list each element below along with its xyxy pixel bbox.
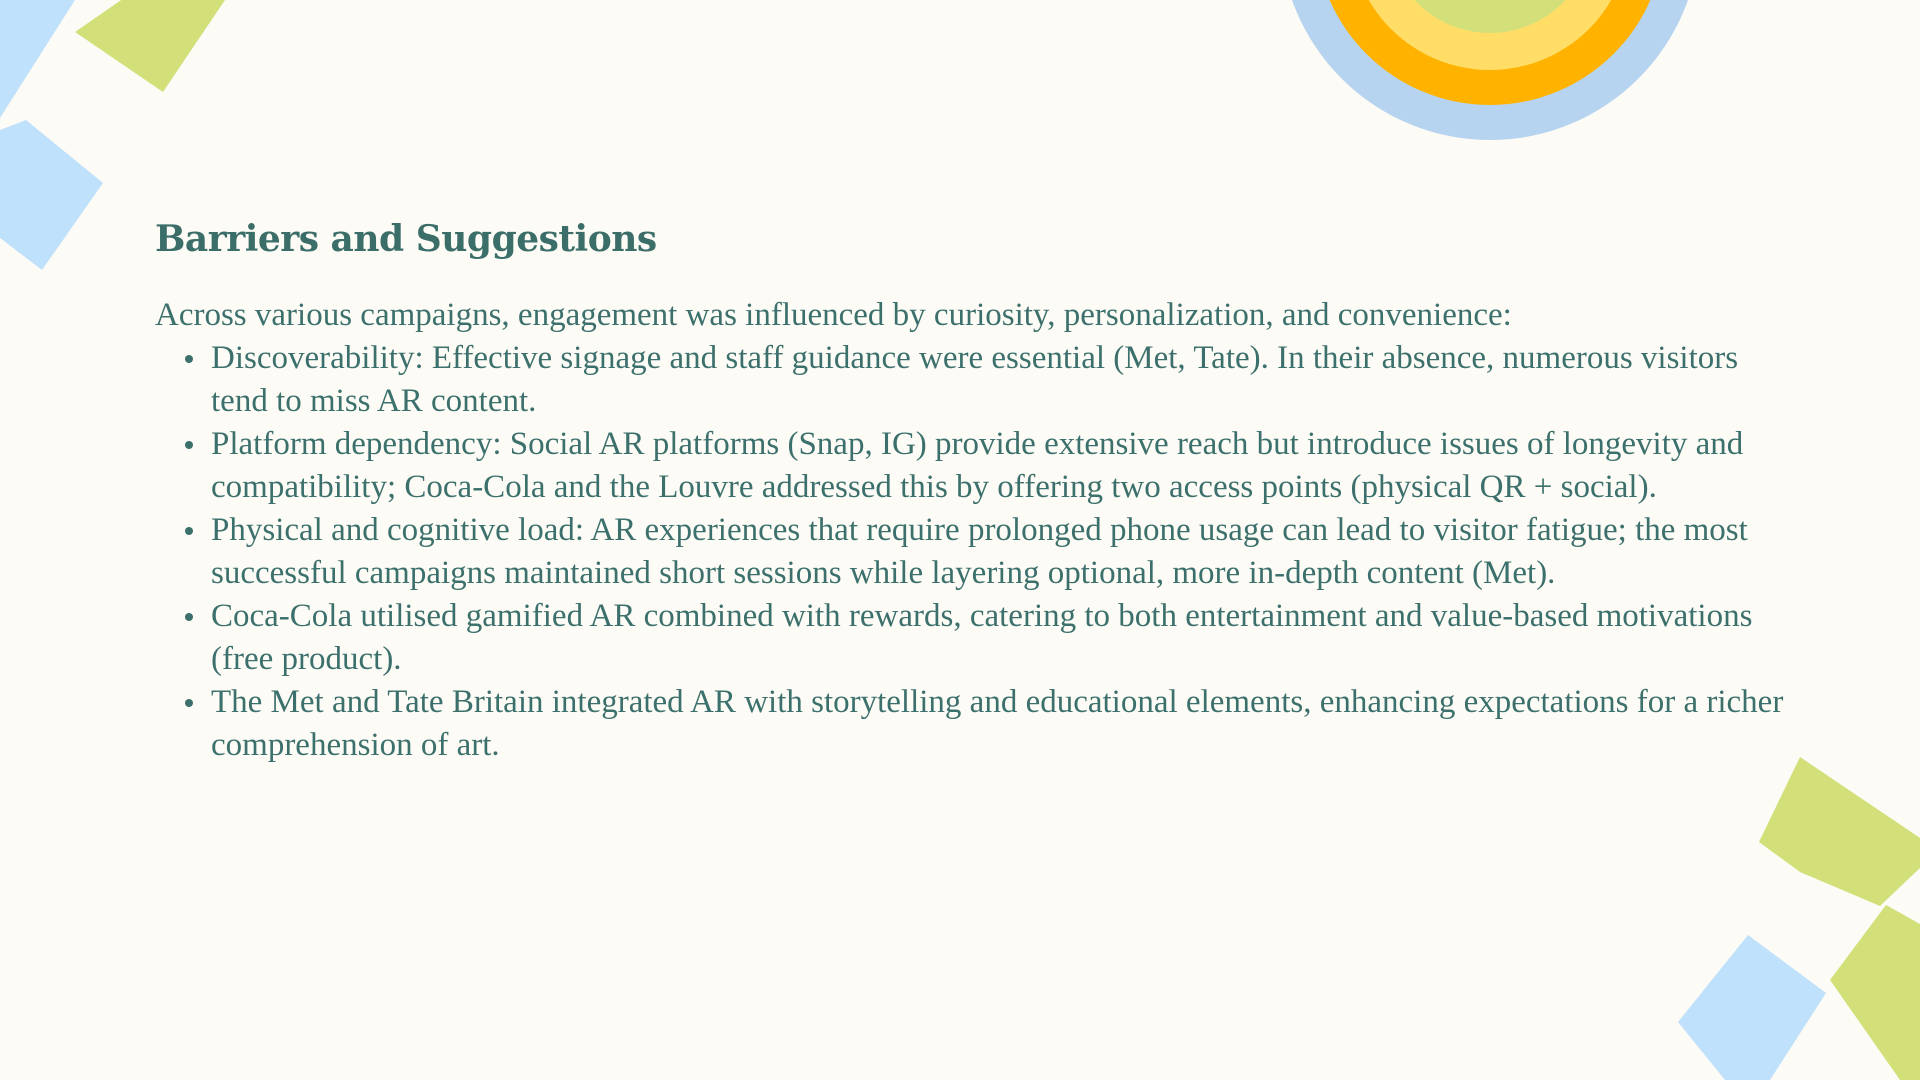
rainbow-yellow-ring — [1350, 0, 1630, 70]
bottom-right-blue-tile — [1678, 935, 1826, 1080]
bottom-right-lime-tile-bottom — [1830, 905, 1920, 1080]
top-left-lime-tile — [75, 0, 225, 92]
top-left-blue-tile — [0, 0, 75, 118]
bullet-list — [155, 337, 1795, 767]
bullet-cognitive-load: Physical and cognitive load: AR experiences that require prolonged phone usage can lead to visitor fatigue; the most successful campaigns maintained short sessions while layering optional, more in-depth content (Met). — [211, 509, 1795, 595]
bullet-met-tate: The Met and Tate Britain integrated AR with storytelling and educational elements, enhancing expectations for a richer comprehension of art. — [211, 681, 1795, 767]
left-blue-tile — [0, 120, 103, 270]
bullet-coca-cola: Coca-Cola utilised gamified AR combined with rewards, catering to both entertainment and value-based motivations (free product). — [211, 595, 1795, 681]
slide-content — [155, 218, 1795, 767]
bottom-right-lime-tile-top — [1759, 757, 1920, 906]
intro-paragraph: Across various campaigns, engagement was influenced by curiosity, personalization, and convenience: — [155, 297, 1512, 333]
slide-title: Barriers and Suggestions — [155, 218, 657, 260]
bullet-platform-dependency: Platform dependency: Social AR platforms (Snap, IG) provide extensive reach but introduce issues of longevity and compatibility; Coca-Cola and the Louvre addressed this by offering two access points (physical QR + social). — [211, 423, 1795, 509]
rainbow-outer-ring — [1280, 0, 1700, 140]
rainbow-orange-ring — [1315, 0, 1665, 105]
rainbow-green-ring — [1387, 0, 1593, 33]
bullet-discoverability: Discoverability: Effective signage and staff guidance were essential (Met, Tate). In their absence, numerous visitors tend to miss AR content. — [211, 337, 1795, 423]
